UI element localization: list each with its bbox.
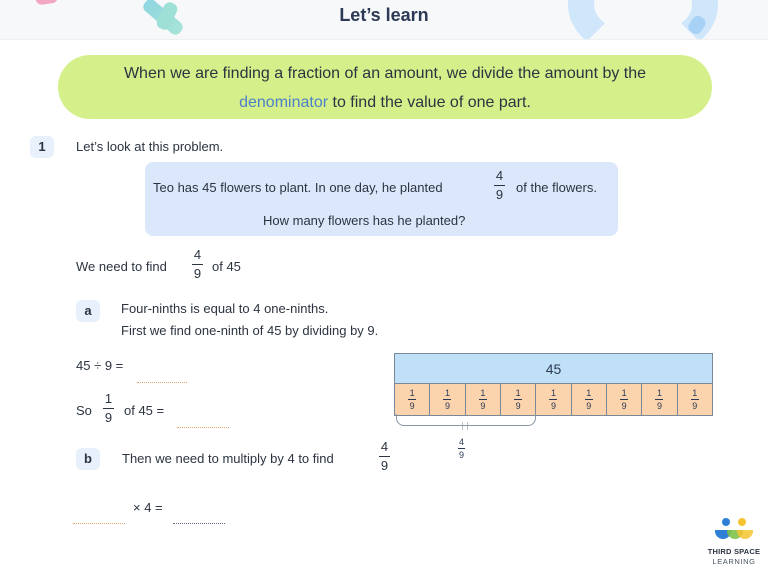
fraction-numerator: 4 xyxy=(380,439,389,454)
bar-model-part xyxy=(642,384,677,415)
fraction-bar xyxy=(585,399,593,400)
need-fraction xyxy=(192,248,203,281)
part-numerator: 1 xyxy=(444,388,450,398)
logo-text-line-2: LEARNING xyxy=(712,557,756,566)
part-b-text: Then we need to multiply by 4 to find xyxy=(122,451,334,466)
fraction-bar xyxy=(691,399,699,400)
part-numerator: 1 xyxy=(550,388,556,398)
answer-blank-one-ninth[interactable] xyxy=(177,426,229,428)
bar-model-part xyxy=(430,384,465,415)
fraction-numerator: 4 xyxy=(458,437,464,447)
bar-model-part xyxy=(501,384,536,415)
problem-line-1-after: of the flowers. xyxy=(516,180,597,195)
problem-fraction xyxy=(494,169,505,202)
equation-multiply: × 4 = xyxy=(133,500,163,515)
part-a-line-1: Four-ninths is equal to 4 one-ninths. xyxy=(121,301,329,316)
part-b-fraction xyxy=(379,440,390,473)
part-numerator: 1 xyxy=(656,388,662,398)
part-numerator: 1 xyxy=(621,388,627,398)
part-b-badge: b xyxy=(76,448,100,470)
logo-yellow-dot-icon xyxy=(738,518,746,526)
part-numerator: 1 xyxy=(480,388,486,398)
bar-model-part xyxy=(466,384,501,415)
answer-blank-divide[interactable] xyxy=(137,381,187,383)
bar-model-whole: 45 xyxy=(394,353,713,384)
bar-model-part xyxy=(607,384,642,415)
need-text-before: We need to find xyxy=(76,259,167,274)
fraction-bar xyxy=(379,456,390,457)
fraction-denominator: 9 xyxy=(458,450,464,460)
brace-fraction xyxy=(458,437,465,460)
equation-so-before: So xyxy=(76,403,92,418)
problem-line-1-before: Teo has 45 flowers to plant. In one day, he planted xyxy=(153,180,443,195)
rule-callout xyxy=(58,55,712,119)
third-space-learning-logo xyxy=(703,516,765,570)
part-denominator: 9 xyxy=(621,401,627,411)
brace-tip xyxy=(462,422,468,430)
problem-line-2: How many flowers has he planted? xyxy=(263,213,466,228)
part-denominator: 9 xyxy=(409,401,415,411)
part-denominator: 9 xyxy=(692,401,698,411)
fraction-numerator: 4 xyxy=(193,247,202,262)
bar-model-parts xyxy=(394,384,713,416)
question-intro: Let’s look at this problem. xyxy=(76,139,224,154)
fraction-bar xyxy=(494,185,505,186)
part-denominator: 9 xyxy=(515,401,521,411)
bar-model-part xyxy=(395,384,430,415)
fraction-bar xyxy=(620,399,628,400)
equation-divide: 45 ÷ 9 = xyxy=(76,358,124,373)
fraction-bar xyxy=(549,399,557,400)
fraction-bar xyxy=(655,399,663,400)
part-denominator: 9 xyxy=(656,401,662,411)
bar-model xyxy=(394,353,713,416)
part-denominator: 9 xyxy=(444,401,450,411)
part-numerator: 1 xyxy=(515,388,521,398)
need-text-after: of 45 xyxy=(212,259,241,274)
fraction-numerator: 1 xyxy=(104,391,113,406)
part-a-badge: a xyxy=(76,300,100,322)
bar-model-part xyxy=(678,384,712,415)
fraction-bar xyxy=(103,408,114,409)
rule-line-1: When we are finding a fraction of an amount, we divide the amount by the xyxy=(123,65,647,82)
fraction-denominator: 9 xyxy=(495,187,504,202)
part-numerator: 1 xyxy=(409,388,415,398)
fraction-denominator: 9 xyxy=(104,410,113,425)
part-a-line-2: First we find one-ninth of 45 by dividing by 9. xyxy=(121,323,379,338)
answer-blank-product[interactable] xyxy=(173,522,225,524)
page-title: Let’s learn xyxy=(339,5,429,25)
one-ninth-fraction xyxy=(103,392,114,425)
question-number-badge: 1 xyxy=(30,136,54,158)
header xyxy=(0,0,768,40)
fraction-bar xyxy=(443,399,451,400)
rule-highlight-term: denominator xyxy=(239,94,329,111)
part-denominator: 9 xyxy=(550,401,556,411)
logo-text-line-1: THIRD SPACE xyxy=(707,547,761,556)
rule-line-2-rest: to find the value of one part. xyxy=(328,94,531,111)
fraction-bar xyxy=(192,264,203,265)
fraction-bar xyxy=(408,399,416,400)
rule-line-2 xyxy=(58,88,712,117)
part-denominator: 9 xyxy=(586,401,592,411)
fraction-denominator: 9 xyxy=(193,266,202,281)
bar-model-part xyxy=(572,384,607,415)
fraction-denominator: 9 xyxy=(380,458,389,473)
part-numerator: 1 xyxy=(692,388,698,398)
fraction-bar xyxy=(514,399,522,400)
fraction-numerator: 4 xyxy=(495,168,504,183)
part-denominator: 9 xyxy=(480,401,486,411)
answer-blank-multiplicand[interactable] xyxy=(73,522,125,524)
logo-blue-dot-icon xyxy=(722,518,730,526)
part-numerator: 1 xyxy=(586,388,592,398)
fraction-bar xyxy=(479,399,487,400)
bar-model-part xyxy=(536,384,571,415)
equation-so-after: of 45 = xyxy=(124,403,165,418)
fraction-bar xyxy=(458,448,465,449)
